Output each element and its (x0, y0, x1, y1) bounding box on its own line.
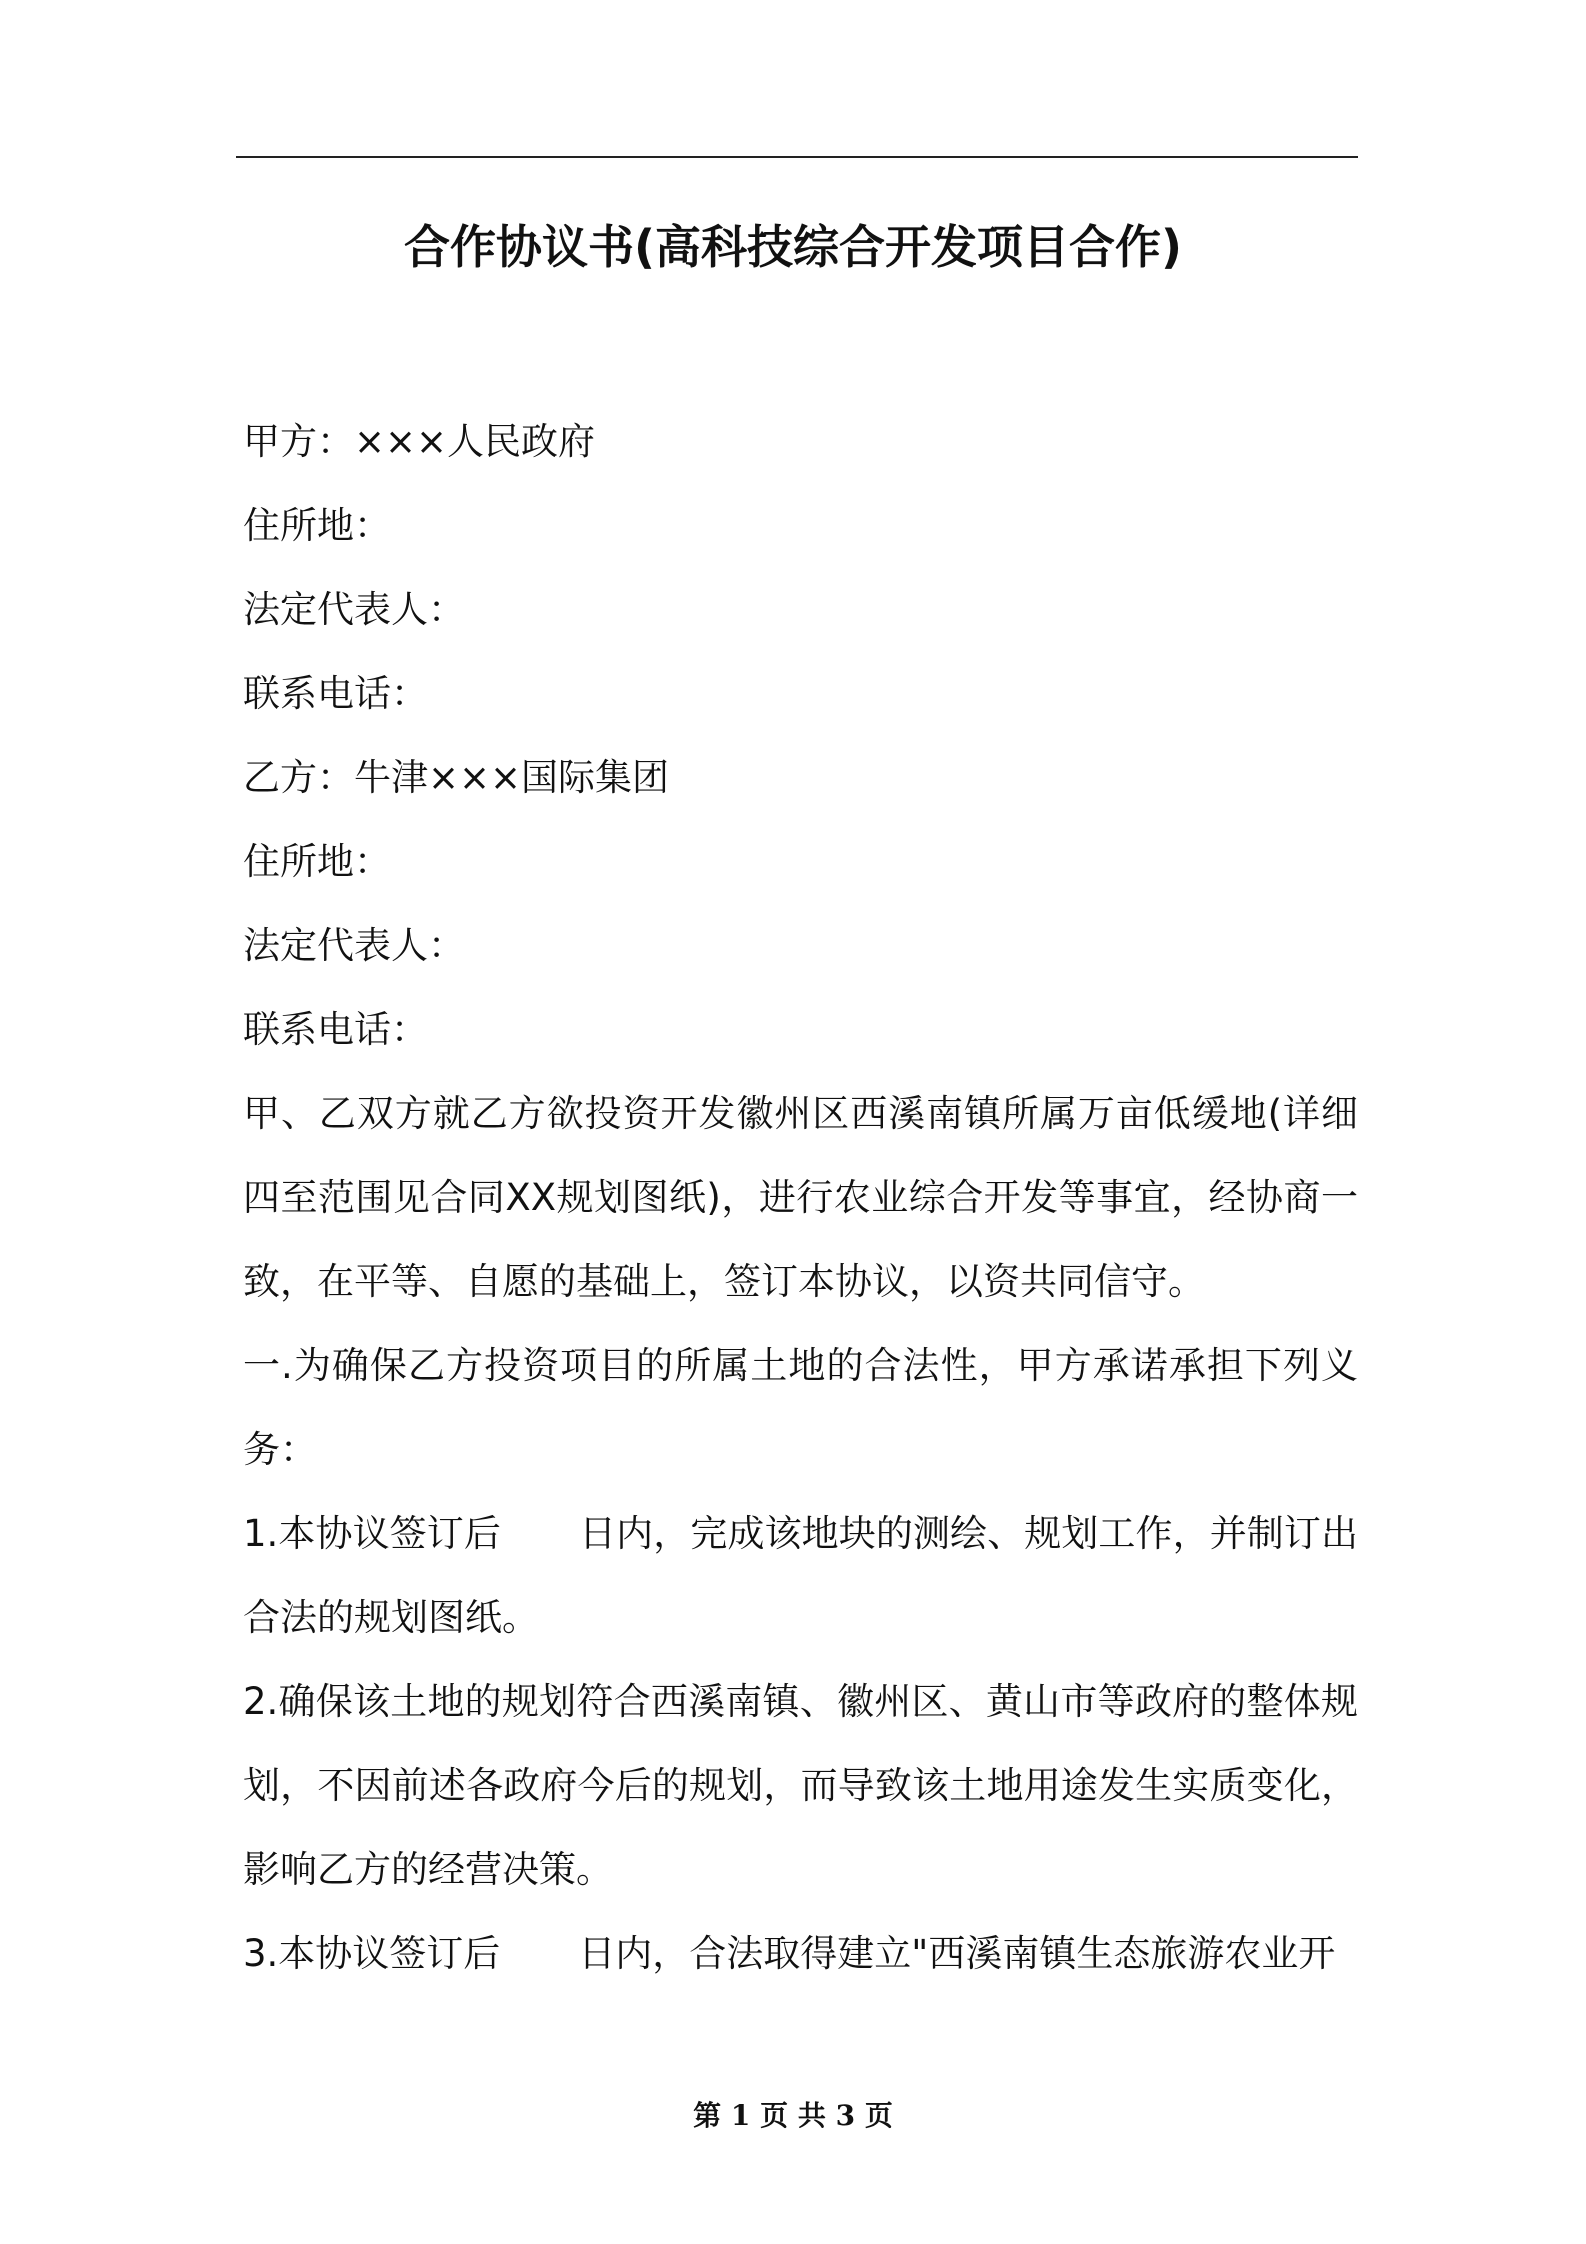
party-b-phone: 联系电话： (243, 1008, 428, 1051)
document-title: 合作协议书(高科技综合开发项目合作) (403, 220, 1183, 274)
party-b-name: 乙方：牛津×××国际集团 (243, 756, 670, 799)
party-a-address: 住所地： (243, 504, 391, 547)
clause-3-end: 日内，合法取得建立"西溪南镇生态旅游农业开 (578, 1932, 1336, 1975)
party-a-name: 甲方：×××人民政府 (243, 420, 596, 463)
clause-2: 2.确保该土地的规划符合西溪南镇、徽州区、黄山市等政府的整体规划，不因前述各政府今后的规划，而导致该土地用途发生实质变化，影响乙方的经营决策。 (243, 1680, 1358, 1891)
clause-3 (243, 1912, 1358, 1996)
clause-1-end: 日内，完成该地块的测绘、规划工作，并制订出合法的规划图纸。 (243, 1512, 1358, 1639)
party-b-address: 住所地： (243, 840, 391, 883)
clause-3-start: 3.本协议签订后 (243, 1932, 501, 1975)
clause-1 (243, 1492, 1358, 1660)
section-1-heading: 一.为确保乙方投资项目的所属土地的合法性，甲方承诺承担下列义务： (243, 1344, 1358, 1471)
party-b-legal-rep: 法定代表人： (243, 924, 465, 967)
party-a-phone: 联系电话： (243, 672, 428, 715)
party-a-legal-rep: 法定代表人： (243, 588, 465, 631)
document-body (243, 400, 1358, 1996)
header-rule (236, 156, 1358, 158)
page-number: 第 1 页 共 3 页 (693, 2099, 893, 2132)
clause-1-start: 1.本协议签订后 (243, 1512, 501, 1555)
preamble-paragraph: 甲、乙双方就乙方欲投资开发徽州区西溪南镇所属万亩低缓地(详细四至范围见合同XX规划图纸)，进行农业综合开发等事宜，经协商一致，在平等、自愿的基础上，签订本协议，以资共同信守。 (243, 1092, 1358, 1303)
